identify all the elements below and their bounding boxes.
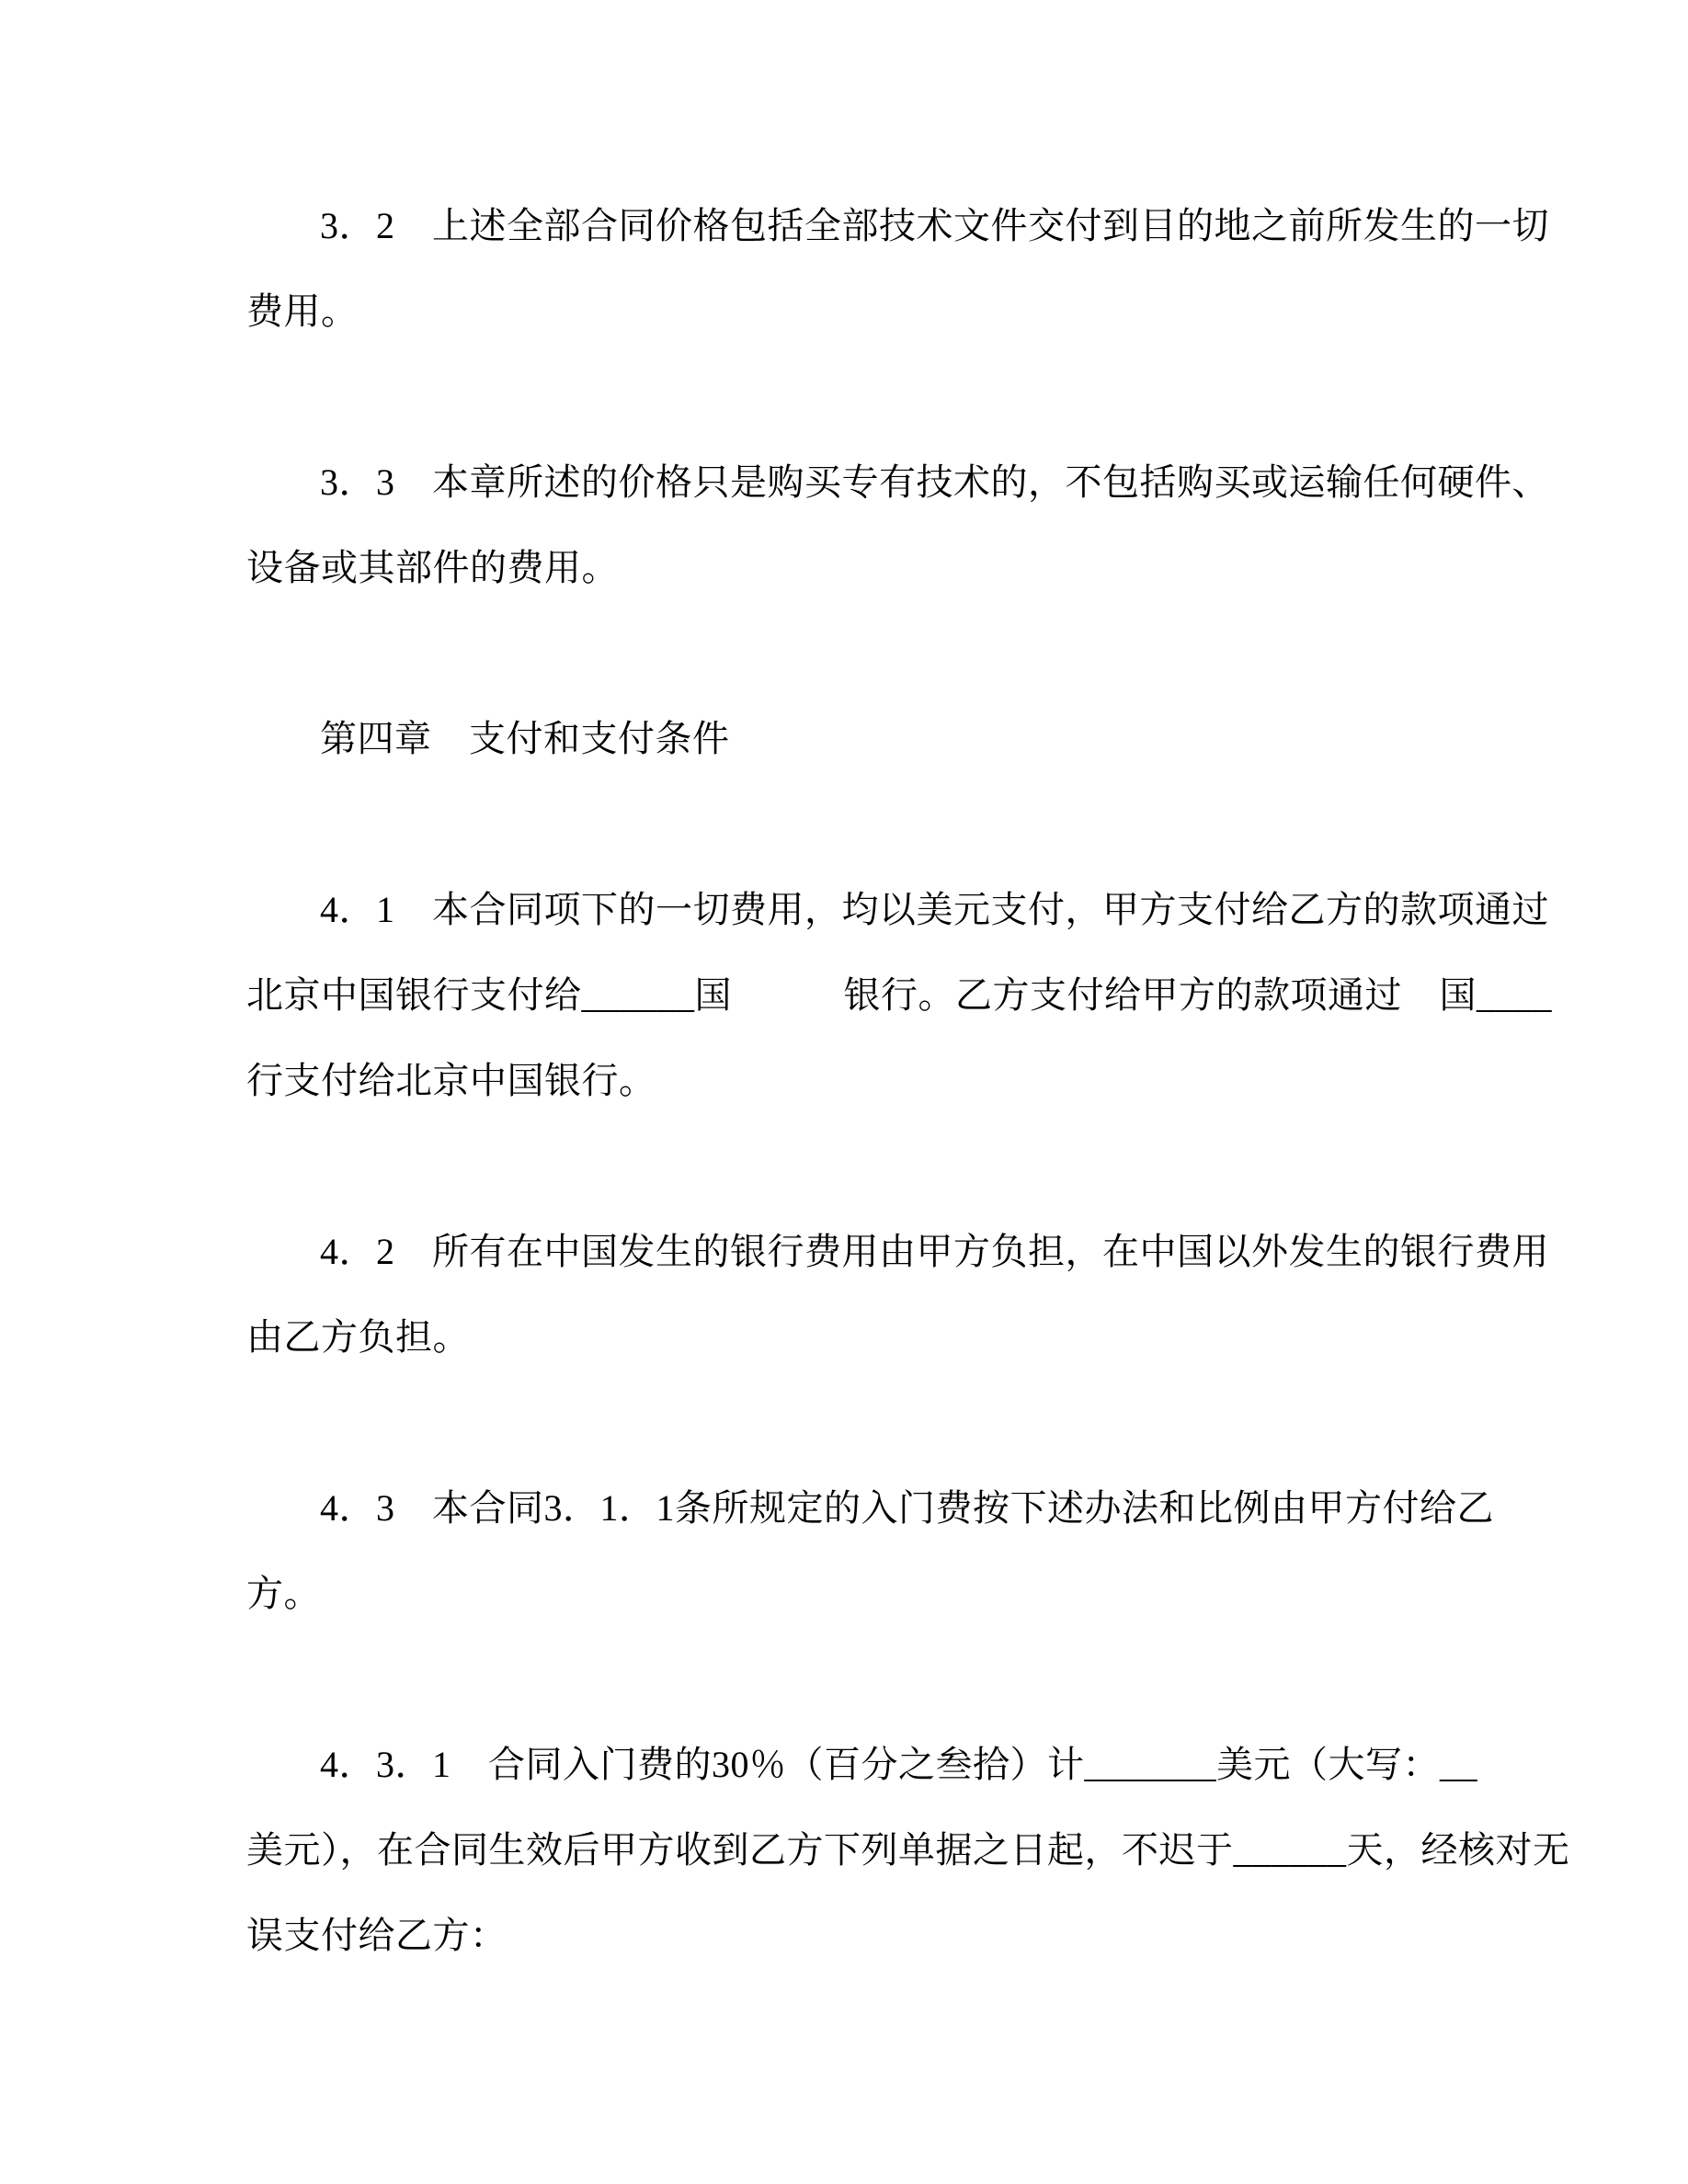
text-line: 方。 (246, 1573, 321, 1614)
chapter-heading (246, 696, 1449, 781)
text-line: 3．3 本章所述的价格只是购买专有技术的，不包括购买或运输任何硬件、 (320, 461, 1549, 503)
text-line-with-blank: 4．3．1 合同入门费的30％（百分之叁拾）计_______美元（大写：__ (320, 1744, 1477, 1785)
paragraph-clause-3-3 (246, 439, 1549, 610)
paragraph-clause-4-3 (246, 1465, 1494, 1636)
text-line-with-blank: 北京中国银行支付给______国 银行。乙方支付给甲方的款项通过 国____ (246, 974, 1552, 1016)
text-line-with-blank: 美元），在合同生效后甲方收到乙方下列单据之日起，不迟于______天，经核对无 (246, 1829, 1570, 1871)
chapter-heading-text: 第四章 支付和支付条件 (320, 718, 730, 759)
text-line: 3．2 上述全部合同价格包括全部技术文件交付到目的地之前所发生的一切 (320, 205, 1549, 246)
paragraph-clause-4-2 (246, 1209, 1549, 1380)
text-line: 由乙方负担。 (246, 1316, 470, 1358)
text-line: 4．2 所有在中国发生的银行费用由甲方负担，在中国以外发生的银行费用 (320, 1231, 1549, 1272)
text-line: 4．3 本合同3．1．1条所规定的入门费按下述办法和比例由甲方付给乙 (320, 1487, 1494, 1529)
text-line: 4．1 本合同项下的一切费用，均以美元支付，甲方支付给乙方的款项通过 (320, 889, 1549, 930)
paragraph-clause-4-1 (246, 867, 1552, 1123)
text-line: 设备或其部件的费用。 (246, 547, 619, 588)
text-line: 行支付给北京中国银行。 (246, 1060, 656, 1101)
text-line: 误支付给乙方： (246, 1915, 508, 1956)
paragraph-clause-3-2 (246, 183, 1549, 354)
text-line: 费用。 (246, 290, 359, 332)
paragraph-clause-4-3-1 (246, 1722, 1570, 1978)
